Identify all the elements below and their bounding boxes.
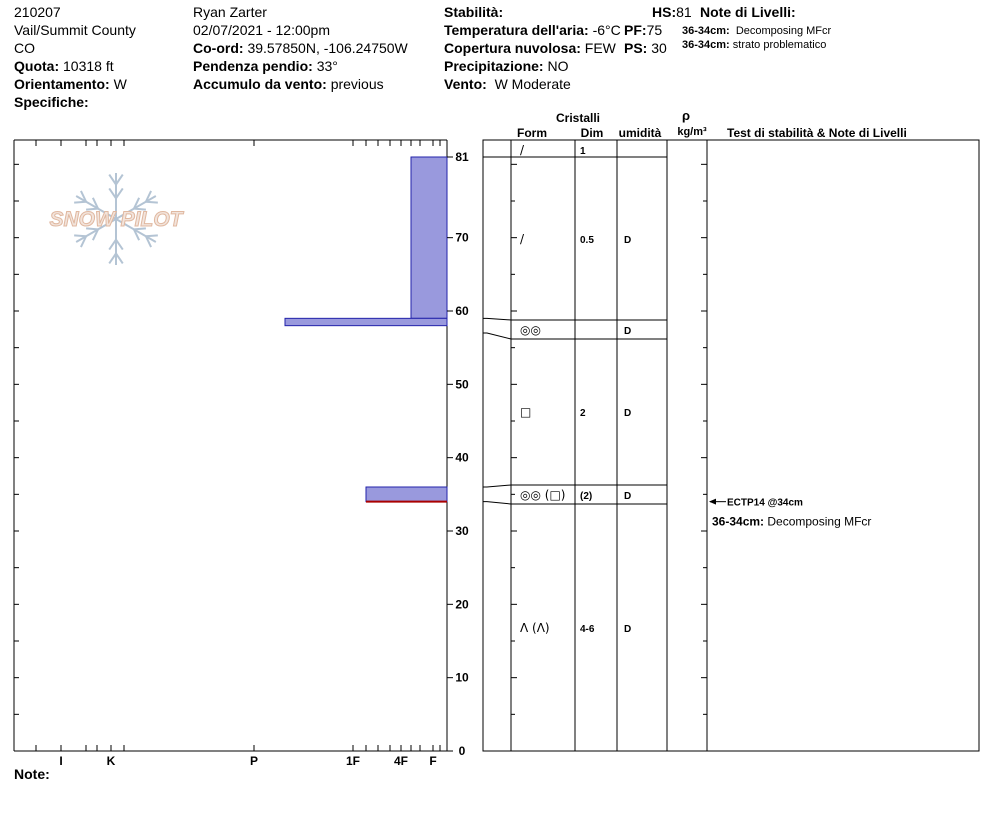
hardness-axis (14, 140, 447, 768)
crystal-size: 4-6 (580, 624, 595, 635)
crystals-header: Cristalli (555, 111, 601, 125)
specifics-row: Specifiche: (14, 94, 89, 110)
state: CO (14, 40, 35, 56)
crystal-form: / (520, 143, 525, 157)
hardness-layer-bar (366, 487, 447, 502)
depth-tick-label: 40 (455, 450, 469, 465)
depth-tick-label: 81 (455, 150, 469, 164)
sky-value: FEW (584, 40, 616, 56)
layer-note: 36-34cm: strato problematico (682, 39, 827, 51)
depth-tick-label: 30 (455, 524, 469, 538)
crystal-form: / (520, 232, 525, 246)
moisture-header: umidità (618, 126, 662, 140)
air-temp-value: -6°C (592, 22, 621, 38)
crystal-size: 2 (580, 408, 586, 419)
hs-row: HS:81 (652, 4, 692, 20)
wind-loading-value: previous (330, 76, 384, 92)
depth-tick-label: 0 (458, 744, 466, 758)
hardness-tick-label: 4F (393, 754, 409, 768)
sky-row: Copertura nuvolosa: FEW (444, 40, 616, 56)
coords-value: 39.57850N, -106.24750W (247, 40, 408, 56)
ps-row: PS: 30 (624, 40, 667, 56)
density-unit: kg/m³ (677, 126, 707, 138)
depth-tick-label: 70 (455, 230, 469, 245)
stability-row: Stabilità: (444, 4, 504, 20)
coords-row: Co-ord: 39.57850N, -106.24750W (193, 40, 408, 56)
crystal-size: (2) (580, 491, 593, 502)
crystal-moisture: D (624, 326, 632, 337)
crystal-form: ◎◎ (520, 323, 541, 337)
ps-value: 30 (651, 40, 667, 56)
density-symbol: ρ (681, 108, 691, 123)
observer: Ryan Zarter (193, 4, 267, 20)
size-header: Dim (580, 126, 604, 140)
hardness-tick-label: F (429, 754, 437, 768)
test-layer-note: 36-34cm: Decomposing MFcr (712, 514, 872, 529)
layer-note: 36-34cm: Decomposing MFcr (682, 25, 832, 37)
tests-header: Test di stabilità & Note di Livelli (727, 126, 907, 140)
crystal-size: 0.5 (580, 235, 594, 246)
crystal-size: 1 (580, 146, 586, 157)
pf-value: 75 (646, 22, 663, 38)
pf-row: PF:75 (624, 22, 663, 38)
snowpilot-watermark (50, 173, 185, 265)
hardness-tick-label: P (249, 754, 259, 768)
slope-value: 33° (316, 58, 338, 74)
crystal-moisture: D (624, 235, 632, 246)
datetime: 02/07/2021 - 12:00pm (193, 22, 330, 38)
precip-value: NO (547, 58, 569, 74)
notes-label: Note: (14, 766, 50, 782)
form-header: Form (517, 126, 547, 140)
crystal-form: □ (520, 405, 532, 419)
depth-tick-label: 20 (455, 597, 469, 612)
crystal-moisture: D (624, 408, 632, 419)
elevation-row: Quota: 10318 ft (14, 58, 114, 74)
crystal-form: ᐱ (ᐱ) (520, 621, 550, 635)
wind-value: W Moderate (494, 76, 571, 92)
hardness-tick-label: K (106, 754, 116, 768)
wind-row: Vento: W Moderate (444, 76, 571, 92)
crystal-table (483, 108, 979, 751)
pit-id: 210207 (14, 4, 61, 20)
aspect-value: W (113, 76, 127, 92)
crystal-moisture: D (624, 491, 632, 502)
aspect-row: Orientamento: W (14, 76, 127, 92)
hardness-tick-label: I (59, 754, 63, 768)
slope-row: Pendenza pendio: 33° (193, 58, 338, 74)
hardness-tick-label: 1F (345, 754, 361, 768)
location: Vail/Summit County (14, 22, 136, 38)
depth-tick-label: 10 (455, 670, 469, 685)
depth-tick-label: 50 (455, 377, 469, 392)
hardness-layers (285, 157, 447, 502)
crystal-moisture: D (624, 624, 632, 635)
elevation-value: 10318 ft (63, 58, 114, 74)
air-temp-row: Temperatura dell'aria: -6°C (444, 22, 621, 38)
stability-tests (709, 498, 871, 529)
crystal-form: ◎◎ (□) (520, 488, 566, 502)
hardness-layer-bar (285, 318, 447, 325)
stability-test-result: ECTP14 @34cm (727, 497, 803, 509)
hs-value: 81 (676, 4, 692, 20)
watermark-text: SNOW PILOT (49, 208, 183, 231)
hardness-layer-bar (411, 157, 447, 318)
wind-loading-row: Accumulo da vento: previous (193, 76, 384, 92)
layer-notes-title: Note di Livelli: (700, 4, 796, 20)
depth-axis (447, 150, 469, 758)
precip-row: Precipitazione: NO (444, 58, 569, 74)
depth-tick-label: 60 (455, 304, 469, 318)
